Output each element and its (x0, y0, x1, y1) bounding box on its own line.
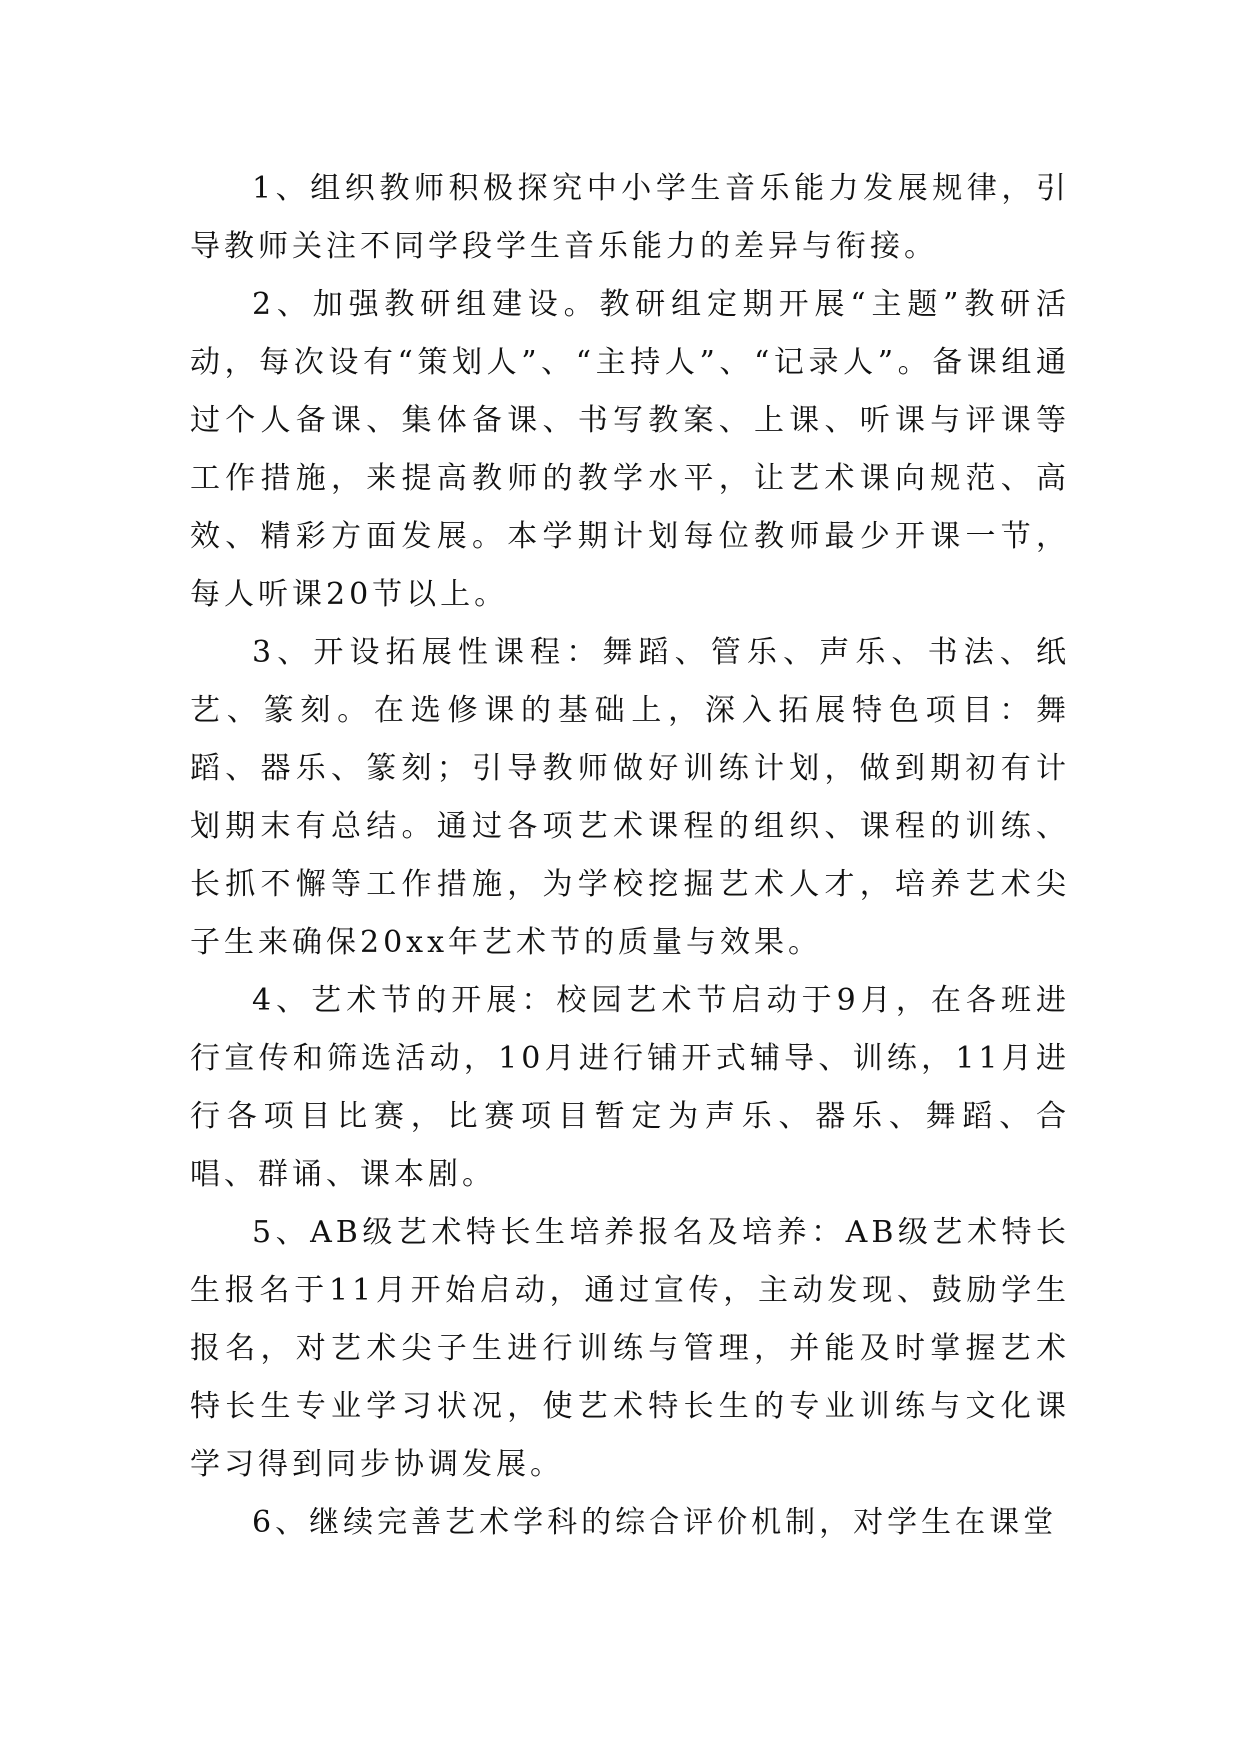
paragraph-3: 3、开设拓展性课程：舞蹈、管乐、声乐、书法、纸艺、篆刻。在选修课的基础上，深入拓展特色项目：舞蹈、器乐、篆刻；引导教师做好训练计划，做到期初有计划期末有总结。通过各项艺术课程的组织、课程的训练、长抓不懈等工作措施，为学校挖掘艺术人才，培养艺术尖子生来确保20xx年艺术节的质量与效果。 (190, 635, 1070, 960)
paragraph-5: 5、AB级艺术特长生培养报名及培养：AB级艺术特长生报名于11月开始启动，通过宣传，主动发现、鼓励学生报名，对艺术尖子生进行训练与管理，并能及时掌握艺术特长生专业学习状况，使艺术特长生的专业训练与文化课学习得到同步协调发展。 (190, 1215, 1070, 1482)
paragraph-4: 4、艺术节的开展：校园艺术节启动于9月，在各班进行宣传和筛选活动，10月进行铺开式辅导、训练，11月进行各项目比赛，比赛项目暂定为声乐、器乐、舞蹈、合唱、群诵、课本剧。 (190, 983, 1070, 1192)
paragraph-2: 2、加强教研组建设。教研组定期开展“主题”教研活动，每次设有“策划人”、“主持人”、“记录人”。备课组通过个人备课、集体备课、书写教案、上课、听课与评课等工作措施，来提高教师的教学水平，让艺术课向规范、高效、精彩方面发展。本学期计划每位教师最少开课一节，每人听课20节以上。 (190, 287, 1070, 612)
document-body (190, 160, 1070, 1552)
paragraph-1: 1、组织教师积极探究中小学生音乐能力发展规律，引导教师关注不同学段学生音乐能力的差异与衔接。 (190, 171, 1070, 264)
paragraph-6: 6、继续完善艺术学科的综合评价机制，对学生在课堂 (252, 1505, 1058, 1540)
